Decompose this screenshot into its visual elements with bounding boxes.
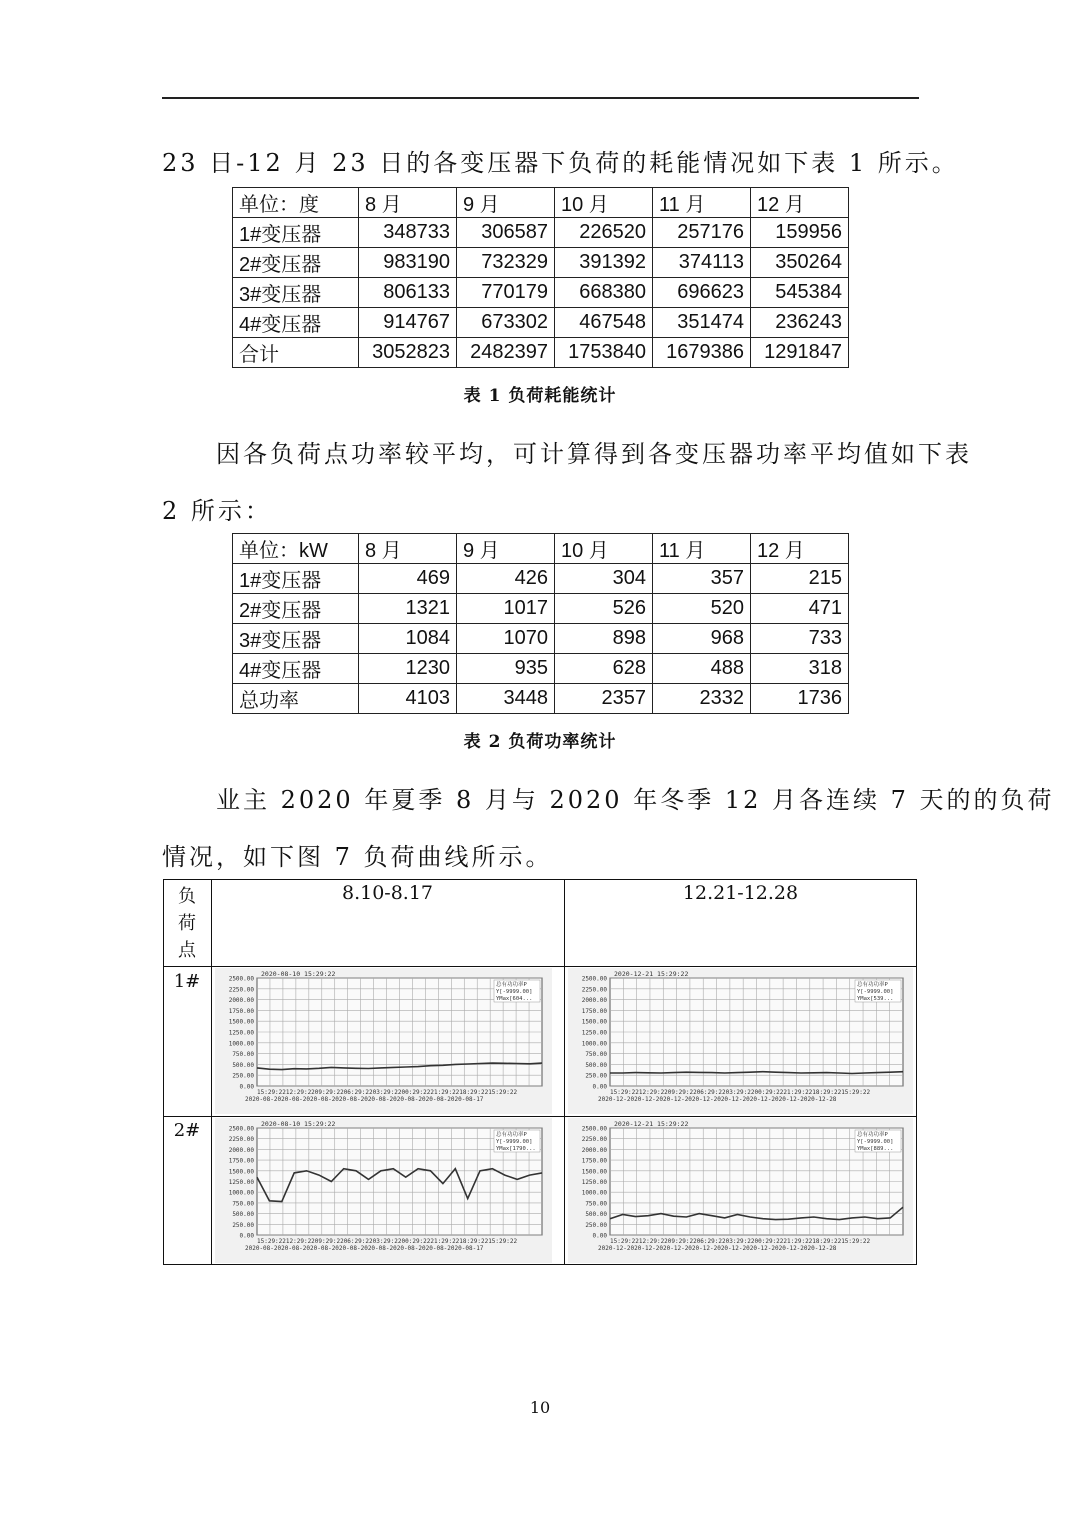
cell: 374113 (653, 248, 751, 278)
table-1 (232, 187, 849, 368)
legend-text: Y[-9999.00] (857, 989, 894, 995)
y-tick-label: 1750.00 (581, 1007, 607, 1015)
y-tick-label: 2250.00 (228, 986, 254, 994)
grid-vline (211, 879, 212, 1265)
x-tick-labels-date: 2020-12-2020-12-2020-12-2020-12-2020-12-2020-12-2020-12-2020-12-28 (598, 1245, 837, 1252)
y-tick-label: 1500.00 (581, 1168, 607, 1176)
grid-hline (163, 966, 917, 967)
table-header-row (233, 188, 849, 218)
legend-text: YMax[1790... (496, 1146, 536, 1152)
column-header-winter: 12.21-12.28 (682, 882, 799, 904)
y-tick-label: 0.00 (239, 1083, 254, 1091)
y-tick-label: 2250.00 (581, 986, 607, 994)
legend-text: YMax[539... (857, 996, 894, 1002)
cell: 935 (457, 654, 555, 684)
row-label: 1#变压器 (233, 218, 359, 248)
y-tick-label: 750.00 (585, 1051, 607, 1059)
header-rule (162, 97, 919, 99)
table-2-caption: 表 2 负荷功率统计 (463, 732, 617, 752)
x-tick-labels-time: 15:29:2212:29:2209:29:2206:29:2203:29:2200:29:2221:29:2218:29:2215:29:22 (257, 1238, 518, 1245)
chart-screenshot (568, 1118, 913, 1263)
table-row (233, 338, 849, 368)
grid-vline (564, 879, 565, 1265)
y-tick-label: 2500.00 (228, 1125, 254, 1133)
cell: 304 (555, 564, 653, 594)
x-tick-labels-time: 15:29:2212:29:2209:29:2206:29:2203:29:2200:29:2221:29:2218:29:2215:29:22 (610, 1238, 871, 1245)
y-tick-label: 1500.00 (581, 1018, 607, 1026)
y-tick-label: 750.00 (232, 1051, 254, 1059)
row-label: 总功率 (233, 684, 359, 714)
table-row (233, 308, 849, 338)
corner-char: 点 (178, 940, 196, 961)
load-chart-1-summer (215, 968, 552, 1114)
cell: 215 (751, 564, 849, 594)
legend-text: Y[-9999.00] (496, 1139, 533, 1145)
cell: 628 (555, 654, 653, 684)
y-tick-label: 1250.00 (228, 1179, 254, 1186)
cell: 426 (457, 564, 555, 594)
cell: 306587 (457, 218, 555, 248)
y-tick-label: 1750.00 (581, 1157, 607, 1165)
table-row (233, 654, 849, 684)
y-tick-label: 250.00 (585, 1072, 607, 1080)
cell: 668380 (555, 278, 653, 308)
cell: 2482397 (457, 338, 555, 368)
header-cell: 9 月 (457, 188, 555, 218)
table-1-caption: 表 1 负荷耗能统计 (463, 386, 617, 406)
y-tick-label: 2250.00 (228, 1136, 254, 1144)
cell: 1230 (359, 654, 457, 684)
y-tick-label: 1000.00 (228, 1189, 254, 1197)
table-row (233, 564, 849, 594)
y-tick-label: 1750.00 (228, 1157, 254, 1165)
y-tick-label: 2000.00 (228, 997, 254, 1005)
table-row (233, 594, 849, 624)
corner-char: 荷 (178, 913, 196, 934)
row-label: 4#变压器 (233, 654, 359, 684)
cell: 1070 (457, 624, 555, 654)
y-tick-label: 2500.00 (581, 975, 607, 983)
legend-text: YMax[889... (857, 1146, 894, 1152)
y-tick-label: 1500.00 (228, 1168, 254, 1176)
cell: 391392 (555, 248, 653, 278)
y-tick-label: 2250.00 (581, 1136, 607, 1144)
chart-screenshot (568, 968, 913, 1114)
y-tick-label: 2500.00 (581, 1125, 607, 1133)
cell: 914767 (359, 308, 457, 338)
cell: 983190 (359, 248, 457, 278)
y-tick-label: 500.00 (585, 1211, 607, 1219)
load-chart-2-summer (215, 1118, 552, 1263)
paragraph-1: 23 日-12 月 23 日的各变压器下负荷的耗能情况如下表 1 所示。 (162, 149, 959, 177)
cell: 3448 (457, 684, 555, 714)
y-tick-label: 500.00 (232, 1211, 254, 1219)
corner-char: 负 (178, 886, 196, 907)
row-label: 4#变压器 (233, 308, 359, 338)
cell: 3052823 (359, 338, 457, 368)
cell: 770179 (457, 278, 555, 308)
cell: 520 (653, 594, 751, 624)
row-label: 2#变压器 (233, 248, 359, 278)
y-tick-label: 500.00 (585, 1061, 607, 1069)
y-tick-label: 2500.00 (228, 975, 254, 983)
cell: 1753840 (555, 338, 653, 368)
header-cell: 11 月 (653, 534, 751, 564)
y-tick-label: 250.00 (232, 1221, 254, 1229)
y-tick-label: 1000.00 (581, 1189, 607, 1197)
page-number: 10 (529, 1398, 551, 1417)
row-label-1: 1# (173, 971, 201, 992)
cell: 898 (555, 624, 653, 654)
y-tick-label: 1750.00 (228, 1007, 254, 1015)
chart-screenshot (215, 968, 552, 1114)
paragraph-3-line-2: 情况，如下图 7 负荷曲线所示。 (162, 843, 553, 871)
table-header-row (233, 534, 849, 564)
x-tick-labels-time: 15:29:2212:29:2209:29:2206:29:2203:29:2200:29:2221:29:2218:29:2215:29:22 (610, 1089, 871, 1096)
y-tick-label: 2000.00 (581, 1146, 607, 1154)
y-tick-label: 0.00 (592, 1232, 607, 1240)
table-row (233, 218, 849, 248)
cell: 696623 (653, 278, 751, 308)
y-tick-label: 1000.00 (581, 1040, 607, 1048)
header-cell: 10 月 (555, 534, 653, 564)
x-tick-labels-time: 15:29:2212:29:2209:29:2206:29:2203:29:2200:29:2221:29:2218:29:2215:29:22 (257, 1089, 518, 1096)
cell: 471 (751, 594, 849, 624)
load-chart-1-winter (568, 968, 913, 1114)
y-tick-label: 250.00 (232, 1072, 254, 1080)
header-cell: 8 月 (359, 188, 457, 218)
row-label: 3#变压器 (233, 278, 359, 308)
cell: 357 (653, 564, 751, 594)
cell: 526 (555, 594, 653, 624)
chart-screenshot (215, 1118, 552, 1263)
cell: 1679386 (653, 338, 751, 368)
y-tick-label: 1250.00 (228, 1029, 254, 1037)
cell: 4103 (359, 684, 457, 714)
header-cell: 单位：度 (233, 188, 359, 218)
y-tick-label: 0.00 (239, 1232, 254, 1240)
header-cell: 10 月 (555, 188, 653, 218)
cell: 545384 (751, 278, 849, 308)
header-cell: 9 月 (457, 534, 555, 564)
cell: 488 (653, 654, 751, 684)
corner-label (163, 883, 211, 964)
y-tick-label: 750.00 (585, 1200, 607, 1208)
chart-start-time: 2020-12-21 15:29:22 (614, 1120, 689, 1128)
cell: 318 (751, 654, 849, 684)
cell: 673302 (457, 308, 555, 338)
y-tick-label: 1250.00 (581, 1029, 607, 1037)
row-label: 合计 (233, 338, 359, 368)
paragraph-2-line-2: 2 所示： (162, 497, 272, 525)
table-row (233, 248, 849, 278)
x-tick-labels-date: 2020-12-2020-12-2020-12-2020-12-2020-12-2020-12-2020-12-2020-12-28 (598, 1096, 837, 1103)
paragraph-2-line-1: 因各负荷点功率较平均，可计算得到各变压器功率平均值如下表 (216, 440, 972, 468)
cell: 806133 (359, 278, 457, 308)
cell: 733 (751, 624, 849, 654)
cell: 1321 (359, 594, 457, 624)
row-label: 2#变压器 (233, 594, 359, 624)
cell: 348733 (359, 218, 457, 248)
header-cell: 11 月 (653, 188, 751, 218)
legend-text: Y[-9999.00] (496, 989, 533, 995)
y-tick-label: 500.00 (232, 1061, 254, 1069)
legend-text: 总有功功率P (496, 1132, 527, 1138)
table-2 (232, 533, 849, 714)
cell: 351474 (653, 308, 751, 338)
chart-start-time: 2020-08-10 15:29:22 (261, 1120, 336, 1128)
y-tick-label: 1250.00 (581, 1179, 607, 1186)
y-tick-label: 1000.00 (228, 1040, 254, 1048)
table-row (233, 684, 849, 714)
paragraph-3-line-1: 业主 2020 年夏季 8 月与 2020 年冬季 12 月各连续 7 天的的负荷 (216, 786, 1055, 814)
y-tick-label: 1500.00 (228, 1018, 254, 1026)
cell: 1017 (457, 594, 555, 624)
cell: 159956 (751, 218, 849, 248)
y-tick-label: 0.00 (592, 1083, 607, 1091)
header-cell: 单位：kW (233, 534, 359, 564)
cell: 350264 (751, 248, 849, 278)
cell: 257176 (653, 218, 751, 248)
legend-text: 总有功功率P (496, 982, 527, 988)
table-row (233, 624, 849, 654)
y-tick-label: 250.00 (585, 1221, 607, 1229)
grid-hline (163, 1116, 917, 1117)
table-row (233, 278, 849, 308)
cell: 236243 (751, 308, 849, 338)
cell: 2332 (653, 684, 751, 714)
row-label: 1#变压器 (233, 564, 359, 594)
header-cell: 12 月 (751, 534, 849, 564)
chart-start-time: 2020-12-21 15:29:22 (614, 970, 689, 978)
cell: 226520 (555, 218, 653, 248)
x-tick-labels-date: 2020-08-2020-08-2020-08-2020-08-2020-08-2020-08-2020-08-2020-08-17 (245, 1245, 484, 1252)
y-tick-label: 2000.00 (581, 997, 607, 1005)
row-label: 3#变压器 (233, 624, 359, 654)
legend-text: 总有功功率P (857, 982, 888, 988)
cell: 732329 (457, 248, 555, 278)
y-tick-label: 750.00 (232, 1200, 254, 1208)
legend-text: 总有功功率P (857, 1132, 888, 1138)
cell: 467548 (555, 308, 653, 338)
cell: 469 (359, 564, 457, 594)
y-tick-label: 2000.00 (228, 1146, 254, 1154)
column-header-summer: 8.10-8.17 (341, 882, 434, 904)
legend-text: YMax[604... (496, 996, 533, 1002)
load-chart-2-winter (568, 1118, 913, 1263)
cell: 968 (653, 624, 751, 654)
cell: 1084 (359, 624, 457, 654)
legend-text: Y[-9999.00] (857, 1139, 894, 1145)
cell: 1291847 (751, 338, 849, 368)
x-tick-labels-date: 2020-08-2020-08-2020-08-2020-08-2020-08-2020-08-2020-08-2020-08-17 (245, 1096, 484, 1103)
row-label-2: 2# (173, 1120, 201, 1141)
cell: 2357 (555, 684, 653, 714)
cell: 1736 (751, 684, 849, 714)
chart-start-time: 2020-08-10 15:29:22 (261, 970, 336, 978)
header-cell: 8 月 (359, 534, 457, 564)
load-curve-figure (163, 879, 917, 1265)
header-cell: 12 月 (751, 188, 849, 218)
